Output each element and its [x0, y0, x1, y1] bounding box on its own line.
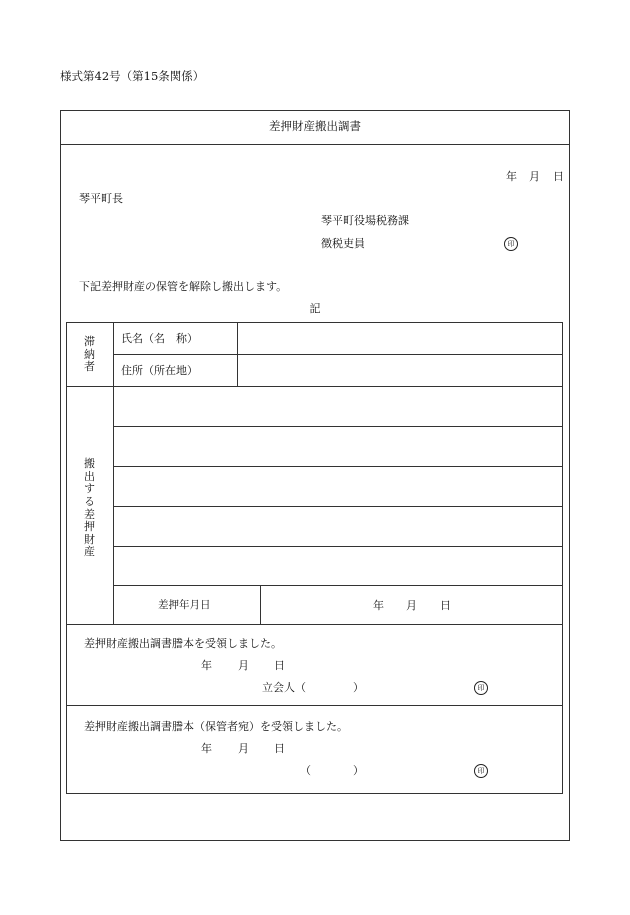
address-field[interactable] — [238, 355, 562, 385]
seizure-date-divider — [260, 585, 261, 624]
title-divider — [60, 144, 570, 145]
property-entry-row[interactable] — [114, 387, 562, 425]
seizure-date-label: 差押年月日 — [158, 599, 211, 611]
seizure-month-label: 月 — [406, 599, 417, 612]
receipt2-paren-close: ） — [353, 764, 364, 777]
receipt2-year-label: 年 — [201, 742, 212, 755]
property-entry-row[interactable] — [114, 467, 562, 505]
addressee: 琴平町長 — [79, 192, 123, 205]
receipt1-month-label: 月 — [238, 659, 249, 672]
seizure-year-label: 年 — [373, 599, 384, 612]
receipt2-paren-open: （ — [300, 764, 311, 777]
address-label: 住所（所在地） — [121, 364, 198, 377]
property-entry-row[interactable] — [114, 507, 562, 545]
issuer-seal-icon: 印 — [504, 237, 518, 251]
issuer-official: 徴税吏員 — [321, 237, 365, 250]
date-month-label: 月 — [529, 170, 540, 183]
seizure-day-label: 日 — [440, 599, 451, 612]
receipt2-seal-icon: 印 — [474, 764, 488, 778]
witness-label: 立会人（ — [262, 681, 306, 694]
receipt1-seal-icon: 印 — [474, 681, 488, 695]
form-number: 様式第42号（第15条関係） — [60, 69, 205, 83]
document-title: 差押財産搬出調書 — [269, 119, 361, 133]
issuer-department: 琴平町役場税務課 — [321, 214, 409, 227]
receipt1-paren-close: ） — [353, 681, 364, 694]
receipt2-text: 差押財産搬出調書謄本（保管者宛）を受領しました。 — [84, 720, 348, 733]
delinquent-vertical-label: 滞 納 者 — [84, 335, 95, 374]
date-year-label: 年 — [506, 170, 517, 183]
receipt1-year-label: 年 — [201, 659, 212, 672]
receipt2-day-label: 日 — [274, 742, 285, 755]
property-entry-row[interactable] — [114, 547, 562, 584]
receipt1-day-label: 日 — [274, 659, 285, 672]
property-row-divider-5 — [113, 585, 563, 586]
receipt-divider — [66, 705, 563, 706]
ki-marker: 記 — [309, 302, 321, 315]
receipt2-month-label: 月 — [238, 742, 249, 755]
name-label: 氏名（名 称） — [121, 332, 198, 345]
receipt1-text: 差押財産搬出調書謄本を受領しました。 — [84, 637, 282, 650]
property-entry-row[interactable] — [114, 427, 562, 465]
statement: 下記差押財産の保管を解除し搬出します。 — [79, 280, 288, 293]
property-vertical-label: 搬 出 す る 差 押 財 産 — [84, 457, 95, 559]
name-field[interactable] — [238, 323, 562, 353]
date-day-label: 日 — [553, 170, 564, 183]
property-bottom-divider — [66, 624, 563, 625]
